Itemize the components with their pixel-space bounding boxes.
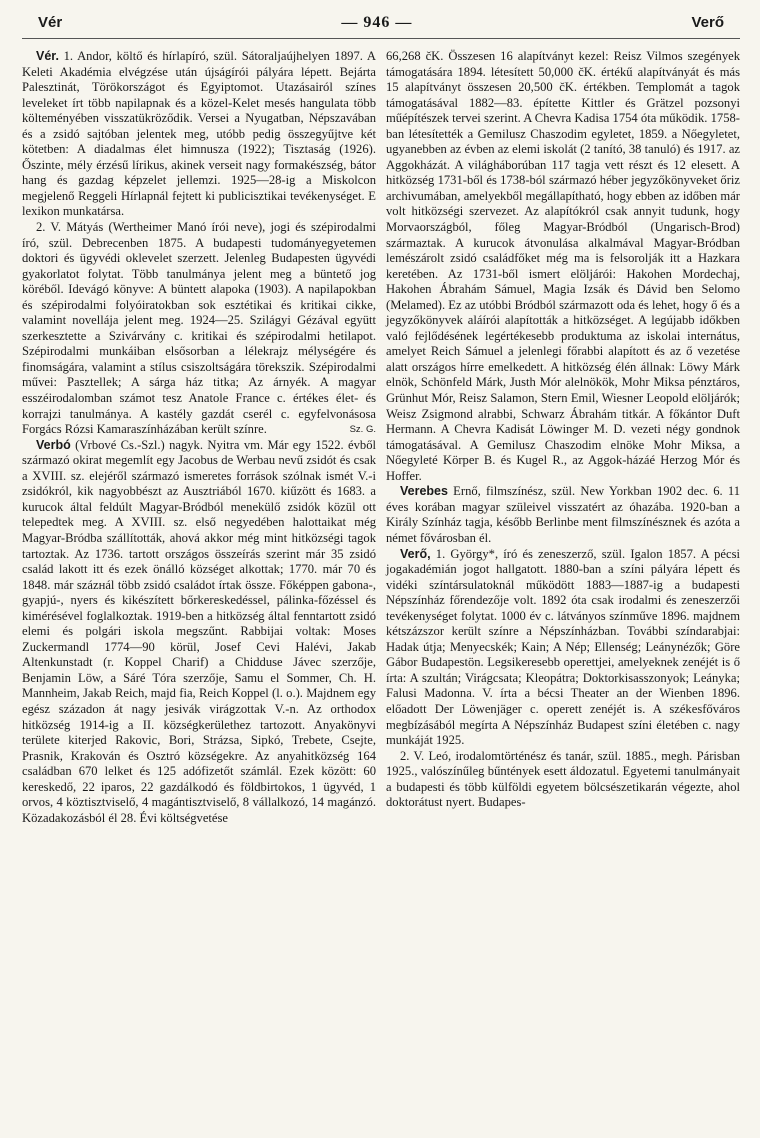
entry-headword: Verő, (400, 546, 431, 561)
running-header (22, 14, 740, 39)
entry-text: 2. V. Mátyás (Wertheimer Manó írói neve), jogi és szépirodalmi író, szül. Debrecenben 1875. A budapesti tudományegyetemen doktori és ügyvédi oklevelet szerzett. Jelenleg Budapesten ügyvédi gyakorlatot folytat. Több tanulmánya jelent meg a büntető jog köréből. Idevágó könyve: A büntett alapoka (1903). A napilapokban és szépirodalmi folyóiratokban sok esztétikai és kritikai cikke, valamint novellája jelent meg. 1924—25. Szilágyi Gézával együtt szerkesztette a Szivárvány c. kritikai és szépirodalmi hetilapot. Szépirodalmi munkáiban elsősorban a lélekrajz mélységére és finomságára, valamint a stílus csiszoltságára törekszik. Szépirodalmi művei: Pasztellek; A sárga ház titka; Az árnyék. A magyar esszéirodalomban számot tesz Anatole France c. értékes élet- és korrajzi tanulmánya. A kastély gazdát cserél c. egyfelvonásosa Forgács Rózsi Kamaraszínházában került színre. (22, 220, 376, 437)
entry-headword: Vér. (36, 49, 59, 63)
entry-text: 2. V. Leó, irodalomtörténész és tanár, szül. 1885., megh. Párisban 1925., valószínűleg bűntények esett áldozatul. Egyetemi tanulmányait a budapesti és több külföldi egyetem bölcsészetikarán végezte, ahol doktorátust nyert. Budapes- (386, 748, 740, 810)
page-number: — 946 — (341, 14, 413, 31)
entry-paragraph (386, 547, 740, 749)
entry-paragraph (386, 749, 740, 811)
entry-headword: Verebes (400, 484, 448, 499)
header-left-guideword: Vér (38, 14, 63, 31)
entry-text: 1. György*, író és zeneszerző, szül. Igalon 1857. A pécsi jogakadémián jogot hallgatott. 1880-ban a színi pályára lépett és vidéki színtársulatoknál működött 1883—1887-ig a budapesti Népszínház főrendezője volt. 1892 óta csak irodalmi és zeneszerzői tevékenységet folytat. 1000 év c. látványos színműve 1896. majdnem kétszázszor került színre a Népszínházban. További színdarabjai: Hadak útja; Menyecskék; Kain; A Nép; Ellenség; Leánynézők; Göre Gábor Budapestön. Legsikeresebb operettjei, amelyeknek zenéjét is ő írta: A szultán; Virágcsata; Kleopátra; Doktorkisasszonyok; Leányka; Falusi Madonna. V. írta a bécsi Theater an der Wienben 1896. előadott Der Löwenjäger c. operett zenéjét is. A székesfőváros megbízásából megírta A Népszínház Budapest színi életében c. nagy munkáját 1925. (386, 546, 740, 748)
entry-paragraph (386, 49, 740, 484)
author-signature: Sz. G. (349, 424, 376, 436)
entry-headword: Verbó (36, 437, 71, 452)
entry-text: Ernő, filmszínész, szül. New Yorkban 1902 dec. 6. 11 éves korában magyar szüleivel visszatért az óhazába. 1920-ban a Király Színház tagja, később Berlinbe ment filmszínésznek és azóta a német fővárosban él. (386, 484, 740, 545)
entry-text: 66,268 čK. Összesen 16 alapítványt kezel: Reisz Vilmos szegények támogatására 1894. létesített 50,000 čK. értékű alapítványát és más 15 alapítványt összesen 20,500 čK. értékben. Templomát a tagok támogatásával 1882—83. építette Kittler és Grätzel pozsonyi műépítészek tervei szerint. A Chevra Kadisa 1754 óta működik. 1758-ban létesítették a Gemilusz Chaszodim egyletet, 1859. a Nőegyletet, ugyanebben az évben az elemi iskolát (2 tanító, 38 tanuló) és 1917. az Aggokházát. A világháborúban 117 tagja vett részt és 12 elesett. A hitközség 1731-ből és 1738-ból származó héber jegyzőkönyveket őriz archivumában, amelyekből megállapítható, hogy ebben az időben már volt hitközségi szervezet. Az alapítókról csak annyit tudunk, hogy Morvaországból, főleg Magyar-Bródból (Ungarisch-Brod) származtak. A kurucok átvonulása alkalmával Magyar-Bródban lemészárolt zsidó családfőket még ma is felsorolják itt a Hazkara keretében. Az 1731-ből ismert elöljárói: Hakohen Mordechaj, Hakohen Ábrahám Sámuel, Magia Izsák és Dávid ben Selomo (Melamed). Ez az utóbbi Bródból származott oda és lehet, hogy ő és a jegyzőkönyvek aláírói alapították a hitközséget. A legújabb időkben való fejlődésének legértékesebb produktuma az iskolai internátus, amelyet Reich Sámuel a jelenlegi főrabbi alapított és az ő vezetése alatt országos hírre emelkedett. A hitközség élén állnak: Löwy Márk elnök, Schönfeld Márk, Justh Mór alelnökök, Mohr Miksa pénztáros, Grünhut Mór, Reisz Salamon, Stern Emil, Wiesner Leopold elöljárók; Weisz Zsigmond alrabbi, Schwarz Ábrahám titkár. A főkántor Duft Hermann. A Chevra Kadisát Löwinger M. D. vezeti négy gondnok támogatásával. A Gemilusz Chaszodim elnöke Mohr Miksa, a Nőegyleté Körper B. és Kugel R., az Aggok-házáé Herzog Mór és Hoffer. (386, 49, 740, 483)
entry-paragraph (22, 49, 376, 220)
right-column (386, 49, 740, 826)
left-column (22, 49, 376, 826)
entry-text: (Vrbové Cs.-Szl.) nagyk. Nyitra vm. Már egy 1522. évből származó okirat megemlít egy Jacobus de Werbau nevű zsidót és csak a XVIII. sz. elejéről származó ismeretes források szólnak ismét V.-i zsidókról, kik nagyobbészt az Ausztriából 1670. kiűzött és 1683. a kurucok által feldúlt Magyar-Bródból menekülő zsidók közül ott telepedtek meg. A XVIII. sz. első negyedében halottaikat még Magyar-Bródba szállították, ahová akkor még mint hitközségi tagok tartoztak. Az 1736. tartott országos összeírás szerint már 35 zsidó család lakott itt és ezek önálló községet alkottak; 1770. már 70 és 1848. már százнál több zsidó családot írtak össze. Főképpen gabona-, gyapjú-, nyers és kikészített bőrkereskedéssel, pálinka-főzéssel és kimérésével foglalkoztak. 1919-ben a hitközség által fenntartott zsidó elemi és polgári iskola megszűnt. Rabbijai voltak: Moses Zuckermandl 1774—90 körül, Josef Cevi Halévi, Jakab Altenkunstadt (r. Koppel Charif) a Chidduse Jávec szerzője, Benjamin Löw, a Sáré Tóra szerzője, Samu el Sommer, Ch. H. Mannheim, Jakab Reich, majd fia, Reich Koppel (l. o.). Majdnem egy egész századon át nagy jesivák virágzottak V.-n. Az orthodox hitközség 1914-ig a II. községkerülethez tartozott. Anyakönyvi területe kiterjed Rakovic, Bori, Strázsa, Sipkó, Trebete, Csejte, Prasnik, Krakován és Osztró községekre. Az anyahitközség 164 családban 670 lelket és 125 adófizetőt számlál. Ezek között: 60 kereskedő, 22 iparos, 22 gazdálkodó és földbirtokos, 1 ügyvéd, 1 orvos, 4 köztisztviselő, 4 magántisztviselő, 8 vállalkozó, 14 magánzó. Közadakozásból él 28. Évi költségvetése (22, 437, 376, 825)
entry-text: 1. Andor, költő és hírlapíró, szül. Sátoraljaújhelyen 1897. A Keleti Akadémia elvégzése után újságírói pályára lépett. Bejárta Palesztinát, Törökországot és Egyiptomot. Utazásairól színes leveleket írt több napilapnak és a közel-Kelet mesés hangulata több költeményében visszatükröződik. Versei a Nyugatban, Népszavában és a zsidó sajtóban jelentek meg, utóbb pedig összegyűjtve két kötetben: A diadalmas élet himnusza (1922); Tisztaság (1926). Őszinte, mély érzésű lírikus, akinek verseit nagy formakészség, bátor hang és gazdag képzelet jellemzi. 1925—28-ig a Miskolcon megjelenő Reggeli Hírlapnál fejtett ki publicisztikai tevékenységet. E lexikon munkatársa. (22, 49, 376, 219)
entry-paragraph (386, 484, 740, 546)
text-columns (22, 49, 740, 826)
entry-paragraph (22, 438, 376, 827)
entry-paragraph (22, 220, 376, 438)
header-right-guideword: Verő (691, 14, 724, 31)
